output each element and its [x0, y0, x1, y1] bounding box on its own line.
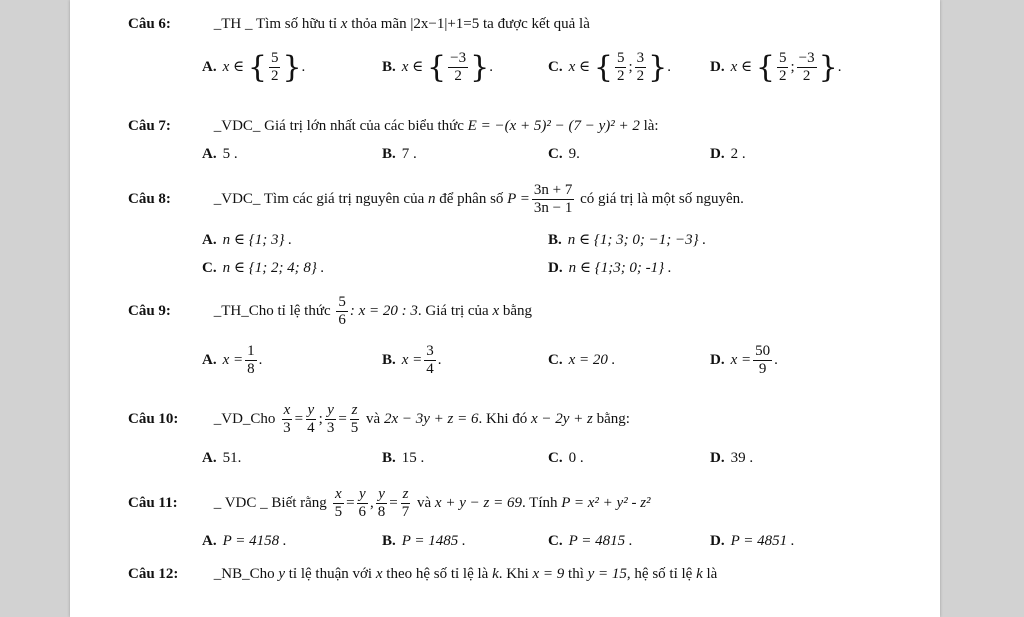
question-6: Câu 6: _TH _ Tìm số hữu tỉ x thỏa mãn |2x−1|+1=5 ta được kết quả là [128, 16, 590, 32]
option-8a: A. n ∈ {1; 3} . [202, 232, 292, 248]
option-7d: D. 2 . [710, 146, 746, 162]
question-8: Câu 8: _VDC_ Tìm các giá trị nguyên của n để phân số P = $\frac{3n + 7}{3n - 1}$ có giá trị là một số nguyên. [128, 182, 744, 216]
document-page [70, 0, 940, 617]
option-8b: B. n ∈ {1; 3; 0; −1; −3} . [548, 232, 707, 248]
option-11d: D. P = 4851 . [710, 533, 795, 549]
option-11a: A. P = 4158 . [202, 533, 287, 549]
question-9: Câu 9: _TH_Cho tỉ lệ thức $\frac{5}{6}$ : x = 20 : 3. Giá trị của x bằng [128, 294, 533, 328]
option-6b: B. x ∈ { $\frac{-3}{2}$ }. [382, 50, 493, 85]
option-10a: A. 51. [202, 450, 242, 466]
right-margin[interactable] [940, 0, 1024, 617]
option-7b: B. 7 . [382, 146, 417, 162]
option-6a: A. x ∈ { $\frac{5}{2}$ }. [202, 50, 306, 85]
option-8d: D. n ∈ {1;3; 0; -1} . [548, 260, 672, 276]
option-6d: D. x ∈ { $\frac{5}{2}$ ; $\frac{-3}{2}$ }. [710, 50, 842, 85]
option-9a: A. x = $\frac{1}{8}$ . [202, 343, 263, 377]
question-10: Câu 10: _VD_Cho $\frac{x}{3}$ = $\frac{y}{4}$ ; $\frac{y}{3}$ = $\frac{z}{5}$ và 2x − 3y + z = 6. Khi đó x − 2y + z bằng: [128, 402, 630, 436]
option-6c: C. x ∈ { $\frac{5}{2}$ ; $\frac{3}{2}$ }. [548, 50, 671, 85]
option-10b: B. 15 . [382, 450, 425, 466]
option-9d: D. x = $\frac{50}{9}$ . [710, 343, 778, 377]
option-11c: C. P = 4815 . [548, 533, 633, 549]
option-8c: C. n ∈ {1; 2; 4; 8} . [202, 260, 325, 276]
option-10d: D. 39 . [710, 450, 754, 466]
question-12: Câu 12: _NB_Cho y tỉ lệ thuận với x theo hệ số tỉ lệ là k. Khi x = 9 thì y = 15, hệ số tỉ lệ k là [128, 566, 718, 582]
question-11: Câu 11: _ VDC _ Biết rằng $\frac{x}{5}$ = $\frac{y}{6}$ , $\frac{y}{8}$ = $\frac{z}{7}$ và x + y − z = 69. Tính P = x² + y² - z² [128, 486, 651, 520]
option-10c: C. 0 . [548, 450, 584, 466]
option-9b: B. x = $\frac{3}{4}$ . [382, 343, 442, 377]
option-11b: B. P = 1485 . [382, 533, 466, 549]
option-9c: C. x = 20 . [548, 352, 616, 368]
question-7: Câu 7: _VDC_ Giá trị lớn nhất của các biểu thức E = −(x + 5)² − (7 − y)² + 2 là: [128, 118, 659, 134]
left-margin [0, 0, 70, 617]
option-7a: A. 5 . [202, 146, 238, 162]
option-7c: C. 9. [548, 146, 580, 162]
